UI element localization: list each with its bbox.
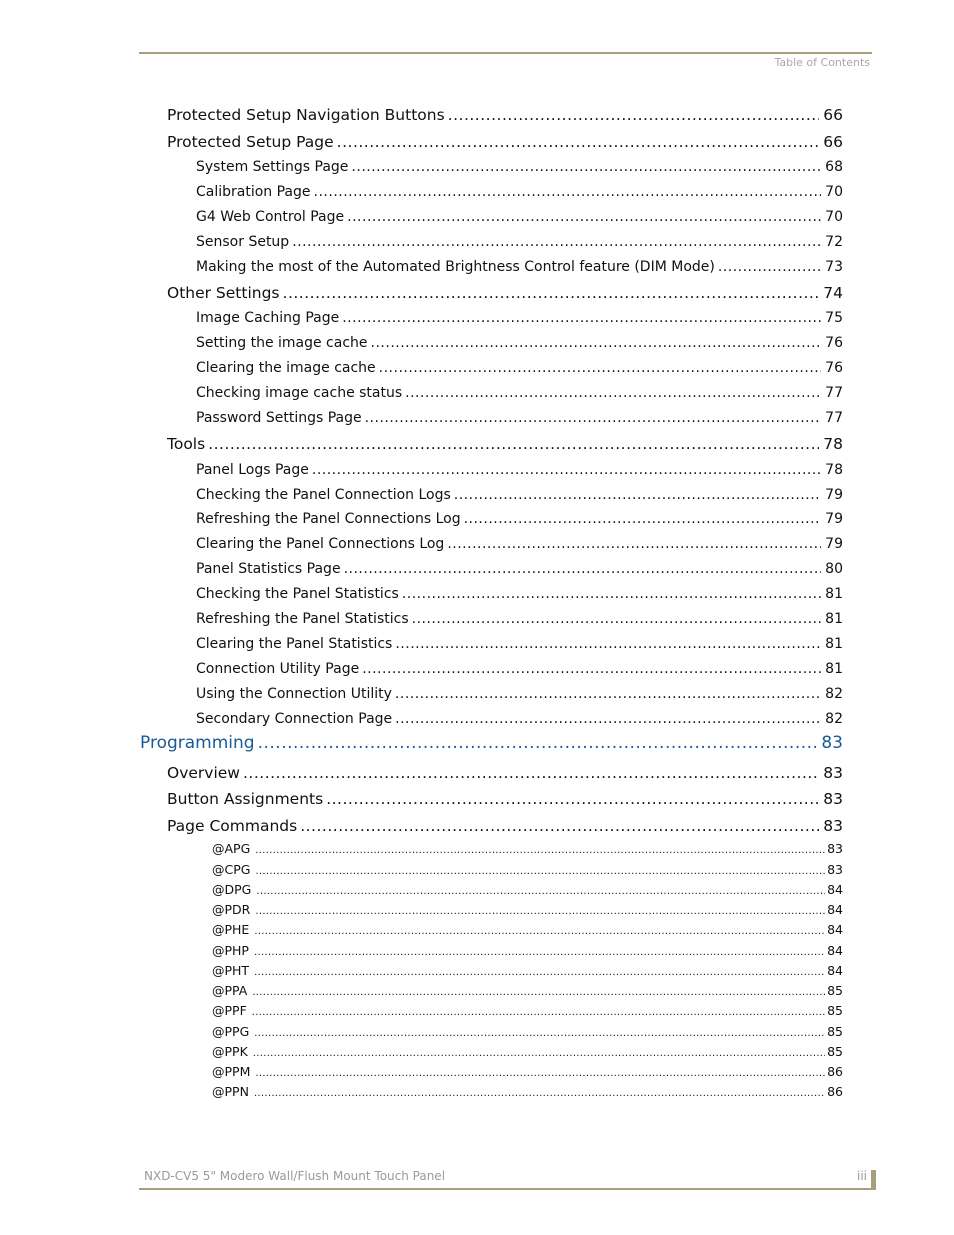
toc-entry-title: @PPA	[212, 983, 248, 998]
toc-entry-title: @PPG	[212, 1024, 250, 1039]
toc-entry-page: 84	[827, 902, 843, 917]
toc-entry-title: Using the Connection Utility	[196, 686, 392, 702]
footer-rule	[139, 1188, 872, 1190]
toc-entry[interactable]	[212, 862, 843, 880]
toc-leader-dots	[351, 159, 821, 175]
toc-leader-dots	[254, 1028, 825, 1039]
toc-entry[interactable]	[196, 184, 843, 206]
toc-entry-title: @PHE	[212, 922, 250, 937]
toc-entry-page: 82	[825, 711, 843, 727]
toc-entry[interactable]	[167, 106, 843, 130]
toc-leader-dots	[362, 661, 821, 677]
toc-entry-page: 84	[827, 922, 843, 937]
toc-entry-page: 70	[825, 209, 843, 225]
toc-entry[interactable]	[196, 561, 843, 583]
toc-entry[interactable]	[167, 764, 843, 788]
toc-entry-page: 70	[825, 184, 843, 200]
toc-entry[interactable]	[196, 310, 843, 332]
toc-entry-page: 66	[823, 106, 843, 124]
toc-entry-page: 78	[823, 435, 843, 453]
toc-leader-dots	[254, 947, 825, 958]
toc-entry[interactable]	[196, 335, 843, 357]
toc-entry-title: Protected Setup Navigation Buttons	[167, 106, 445, 124]
toc-entry-page: 76	[825, 360, 843, 376]
toc-leader-dots	[395, 636, 821, 652]
toc-entry[interactable]	[212, 922, 843, 940]
toc-entry[interactable]	[196, 234, 843, 256]
toc-leader-dots	[252, 987, 825, 998]
toc-entry[interactable]	[196, 711, 843, 733]
toc-entry[interactable]	[196, 462, 843, 484]
toc-leader-dots	[283, 284, 820, 302]
toc-leader-dots	[454, 487, 821, 503]
toc-entry[interactable]	[196, 259, 843, 281]
toc-entry[interactable]	[212, 841, 843, 859]
toc-entry-title: Connection Utility Page	[196, 661, 360, 677]
footer-document-title: NXD-CV5 5" Modero Wall/Flush Mount Touch Panel	[144, 1169, 446, 1183]
toc-entry-page: 75	[825, 310, 843, 326]
toc-entry[interactable]	[196, 511, 843, 533]
toc-leader-dots	[300, 817, 819, 835]
toc-entry[interactable]	[196, 636, 843, 658]
toc-entry[interactable]	[196, 586, 843, 608]
toc-entry-title: @PPK	[212, 1044, 248, 1059]
header-section-label: Table of Contents	[774, 56, 870, 69]
toc-entry[interactable]	[212, 1003, 843, 1021]
toc-entry-page: 83	[823, 764, 843, 782]
toc-entry-page: 79	[825, 487, 843, 503]
toc-chapter-entry[interactable]	[140, 733, 843, 759]
toc-leader-dots	[405, 385, 821, 401]
toc-entry-page: 83	[827, 841, 843, 856]
toc-entry[interactable]	[167, 790, 843, 814]
toc-leader-dots	[314, 184, 822, 200]
toc-entry-title: G4 Web Control Page	[196, 209, 345, 225]
toc-entry-title: Image Caching Page	[196, 310, 340, 326]
toc-entry-title: Checking the Panel Connection Logs	[196, 487, 451, 503]
toc-leader-dots	[255, 866, 825, 877]
toc-entry[interactable]	[196, 159, 843, 181]
toc-entry-page: 78	[825, 462, 843, 478]
toc-entry-page: 83	[823, 790, 843, 808]
toc-leader-dots	[255, 845, 825, 856]
toc-entry-title: @PHP	[212, 943, 249, 958]
toc-leader-dots	[395, 711, 821, 727]
toc-entry-page: 85	[827, 1024, 843, 1039]
toc-entry-title: Secondary Connection Page	[196, 711, 393, 727]
toc-entry-title: Calibration Page	[196, 184, 311, 200]
toc-entry-title: Other Settings	[167, 284, 280, 302]
toc-leader-dots	[365, 410, 822, 426]
toc-entry[interactable]	[212, 983, 843, 1001]
toc-leader-dots	[208, 435, 819, 453]
toc-entry-title: Button Assignments	[167, 790, 324, 808]
toc-entry-page: 84	[827, 943, 843, 958]
toc-entry-page: 83	[823, 817, 843, 835]
toc-leader-dots	[243, 764, 819, 782]
toc-entry-page: 84	[827, 882, 843, 897]
toc-entry-title: Refreshing the Panel Connections Log	[196, 511, 461, 527]
toc-leader-dots	[312, 462, 821, 478]
toc-entry-page: 85	[827, 983, 843, 998]
toc-entry-page: 81	[825, 611, 843, 627]
toc-entry[interactable]	[196, 360, 843, 382]
toc-entry-title: Making the most of the Automated Brightness Control feature (DIM Mode)	[196, 259, 715, 275]
toc-entry[interactable]	[212, 1024, 843, 1042]
toc-entry-title: @APG	[212, 841, 251, 856]
toc-leader-dots	[292, 234, 821, 250]
toc-entry[interactable]	[196, 487, 843, 509]
footer-corner-mark	[871, 1170, 876, 1190]
toc-entry[interactable]	[212, 943, 843, 961]
toc-entry-title: Clearing the Panel Statistics	[196, 636, 393, 652]
toc-entry[interactable]	[167, 133, 843, 157]
toc-leader-dots	[342, 310, 821, 326]
toc-entry-title: Panel Logs Page	[196, 462, 309, 478]
toc-entry-title: Programming	[140, 733, 255, 753]
toc-leader-dots	[252, 1007, 825, 1018]
toc-entry-page: 66	[823, 133, 843, 151]
toc-entry[interactable]	[196, 661, 843, 683]
toc-leader-dots	[371, 335, 822, 351]
toc-entry-page: 74	[823, 284, 843, 302]
toc-entry[interactable]	[212, 1044, 843, 1062]
toc-entry-page: 72	[825, 234, 843, 250]
toc-entry-page: 80	[825, 561, 843, 577]
toc-leader-dots	[718, 259, 821, 275]
toc-leader-dots	[402, 586, 821, 602]
toc-leader-dots	[447, 536, 821, 552]
toc-entry[interactable]	[196, 611, 843, 633]
toc-entry[interactable]	[196, 209, 843, 231]
toc-leader-dots	[255, 906, 825, 917]
toc-leader-dots	[464, 511, 822, 527]
toc-entry-title: @DPG	[212, 882, 252, 897]
toc-entry-title: Tools	[167, 435, 206, 453]
toc-entry-page: 77	[825, 385, 843, 401]
toc-entry-title: Password Settings Page	[196, 410, 362, 426]
toc-entry-title: Refreshing the Panel Statistics	[196, 611, 409, 627]
toc-entry-page: 83	[821, 733, 843, 753]
toc-leader-dots	[258, 733, 818, 753]
toc-entry[interactable]	[212, 1084, 843, 1102]
toc-entry-page: 86	[827, 1084, 843, 1099]
toc-entry-title: Sensor Setup	[196, 234, 290, 250]
toc-entry-title: @PPM	[212, 1064, 251, 1079]
toc-entry[interactable]	[196, 410, 843, 432]
toc-leader-dots	[347, 209, 821, 225]
toc-entry-page: 81	[825, 636, 843, 652]
toc-entry-page: 83	[827, 862, 843, 877]
toc-leader-dots	[326, 790, 819, 808]
toc-entry-title: @CPG	[212, 862, 251, 877]
toc-entry-page: 85	[827, 1044, 843, 1059]
toc-entry-title: Overview	[167, 764, 240, 782]
toc-entry[interactable]	[196, 686, 843, 708]
toc-entry-title: @PPN	[212, 1084, 249, 1099]
toc-leader-dots	[255, 1068, 825, 1079]
toc-entry-title: System Settings Page	[196, 159, 349, 175]
toc-leader-dots	[379, 360, 822, 376]
toc-entry[interactable]	[212, 1064, 843, 1082]
toc-entry-page: 73	[825, 259, 843, 275]
toc-leader-dots	[256, 886, 825, 897]
toc-entry-page: 77	[825, 410, 843, 426]
toc-leader-dots	[344, 561, 822, 577]
toc-entry-title: @PPF	[212, 1003, 247, 1018]
toc-entry-title: @PDR	[212, 902, 251, 917]
toc-entry-title: Page Commands	[167, 817, 298, 835]
toc-leader-dots	[253, 1048, 825, 1059]
toc-leader-dots	[395, 686, 821, 702]
toc-entry[interactable]	[196, 385, 843, 407]
toc-entry[interactable]	[212, 902, 843, 920]
toc-entry[interactable]	[212, 882, 843, 900]
toc-leader-dots	[412, 611, 822, 627]
toc-entry-page: 81	[825, 586, 843, 602]
toc-leader-dots	[337, 133, 820, 151]
toc-entry[interactable]	[167, 817, 843, 841]
toc-leader-dots	[254, 926, 825, 937]
toc-entry-page: 84	[827, 963, 843, 978]
toc-entry-title: Clearing the Panel Connections Log	[196, 536, 445, 552]
toc-entry-title: Checking the Panel Statistics	[196, 586, 399, 602]
toc-leader-dots	[254, 967, 825, 978]
toc-entry[interactable]	[167, 284, 843, 308]
toc-leader-dots	[448, 106, 820, 124]
toc-entry-page: 85	[827, 1003, 843, 1018]
toc-entry-page: 86	[827, 1064, 843, 1079]
toc-entry-title: Checking image cache status	[196, 385, 403, 401]
toc-entry-title: Clearing the image cache	[196, 360, 376, 376]
toc-entry[interactable]	[212, 963, 843, 981]
toc-entry-title: @PHT	[212, 963, 250, 978]
toc-entry-page: 76	[825, 335, 843, 351]
toc-entry-page: 68	[825, 159, 843, 175]
toc-entry-title: Setting the image cache	[196, 335, 368, 351]
toc-entry[interactable]	[167, 435, 843, 459]
footer-page-number: iii	[857, 1169, 868, 1183]
toc-entry-page: 79	[825, 536, 843, 552]
toc-entry[interactable]	[196, 536, 843, 558]
toc-entry-page: 82	[825, 686, 843, 702]
toc-entry-page: 79	[825, 511, 843, 527]
toc-entry-title: Protected Setup Page	[167, 133, 334, 151]
toc-entry-title: Panel Statistics Page	[196, 561, 341, 577]
toc-leader-dots	[254, 1088, 825, 1099]
toc-entry-page: 81	[825, 661, 843, 677]
